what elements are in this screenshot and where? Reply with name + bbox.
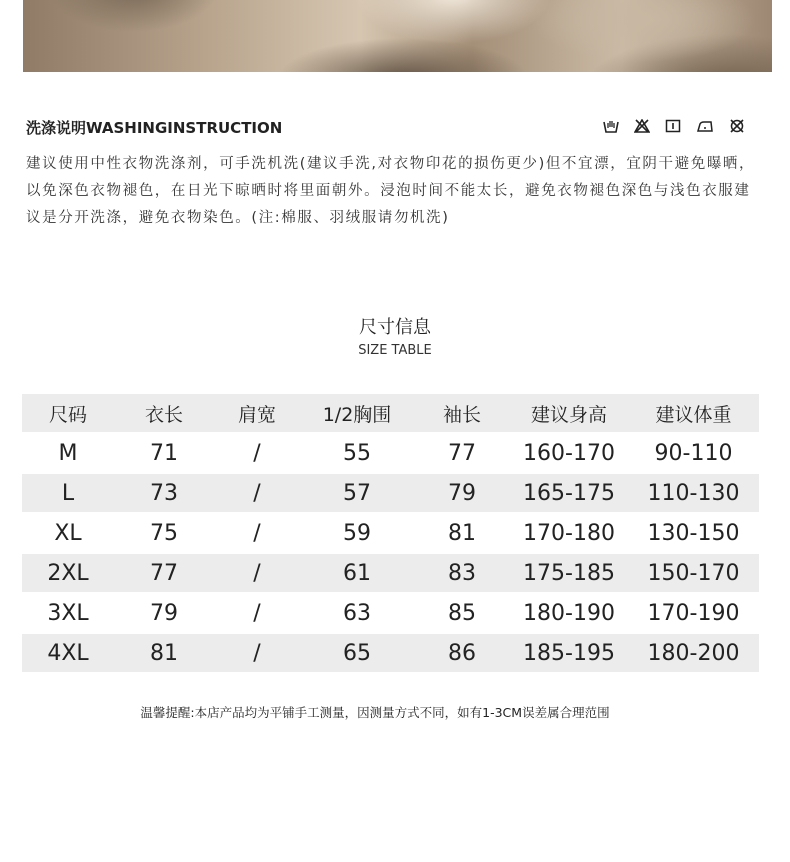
table-cell: / bbox=[253, 480, 261, 506]
washing-title: 洗涤说明WASHINGINSTRUCTION bbox=[26, 119, 283, 137]
no-dry-clean-icon bbox=[729, 119, 745, 133]
table-cell: 85 bbox=[448, 600, 476, 626]
table-row bbox=[22, 594, 759, 632]
table-cell: 4XL bbox=[47, 640, 89, 666]
table-cell: / bbox=[253, 440, 261, 466]
iron-icon bbox=[696, 119, 714, 133]
table-cell: 170-190 bbox=[647, 600, 740, 626]
hand-wash-icon bbox=[603, 119, 619, 133]
measurement-note: 温馨提醒:本店产品均为平铺手工测量，因测量方式不同，如有1-3CM误差属合理范围 bbox=[140, 705, 610, 720]
table-row bbox=[22, 514, 759, 552]
no-bleach-icon bbox=[634, 119, 650, 133]
table-cell: 79 bbox=[448, 480, 476, 506]
table-cell: 55 bbox=[343, 440, 371, 466]
table-cell: 71 bbox=[150, 440, 178, 466]
table-cell: M bbox=[58, 440, 78, 466]
table-cell: 2XL bbox=[47, 560, 89, 586]
table-cell: 79 bbox=[150, 600, 178, 626]
header-cell: 建议身高 bbox=[530, 403, 607, 426]
table-cell: 57 bbox=[343, 480, 371, 506]
table-row bbox=[22, 634, 759, 672]
table-cell: 81 bbox=[448, 520, 476, 546]
table-cell: 180-190 bbox=[523, 600, 615, 626]
table-cell: 83 bbox=[448, 560, 476, 586]
table-cell: XL bbox=[54, 520, 82, 546]
tumble-dry-icon bbox=[665, 119, 681, 133]
fabric-photo bbox=[23, 0, 772, 72]
size-table bbox=[22, 394, 759, 674]
table-cell: 77 bbox=[150, 560, 178, 586]
table-cell: 63 bbox=[343, 600, 371, 626]
table-cell: 180-200 bbox=[647, 640, 740, 666]
care-icons bbox=[603, 119, 760, 133]
table-cell: 86 bbox=[448, 640, 476, 666]
table-cell: 170-180 bbox=[523, 520, 615, 546]
size-title: 尺寸信息 bbox=[359, 317, 431, 338]
table-cell: 77 bbox=[448, 440, 476, 466]
table-cell: 75 bbox=[150, 520, 178, 546]
table-row bbox=[22, 554, 759, 592]
header-cell: 肩宽 bbox=[237, 403, 276, 426]
table-cell: 185-195 bbox=[523, 640, 615, 666]
table-cell: 3XL bbox=[47, 600, 89, 626]
header-cell: 衣长 bbox=[144, 403, 183, 426]
table-cell: 160-170 bbox=[523, 440, 615, 466]
table-cell: 150-170 bbox=[647, 560, 740, 586]
table-cell: 130-150 bbox=[647, 520, 740, 546]
table-cell: / bbox=[253, 520, 261, 546]
table-cell: / bbox=[253, 560, 261, 586]
size-subtitle: SIZE TABLE bbox=[358, 343, 432, 358]
header-cell: 建议体重 bbox=[655, 403, 732, 426]
table-cell: 165-175 bbox=[523, 480, 615, 506]
table-cell: 65 bbox=[343, 640, 371, 666]
table-cell: / bbox=[253, 600, 261, 626]
header-cell: 1/2胸围 bbox=[322, 403, 392, 426]
table-cell: 61 bbox=[343, 560, 371, 586]
table-header-row bbox=[22, 394, 759, 432]
header-cell: 袖长 bbox=[442, 403, 481, 426]
size-heading bbox=[0, 316, 790, 360]
table-cell: 110-130 bbox=[647, 480, 740, 506]
washing-description: 建议使用中性衣物洗涤剂，可手洗机洗(建议手洗,对衣物印花的损伤更少)但不宜漂，宜阴干避免曝晒，以免深色衣物褪色，在日光下晾晒时将里面朝外。浸泡时间不能太长，避免衣物褪色深色与浅色衣服建议是分开洗涤，避免衣物染色。(注:棉服、羽绒服请勿机洗) bbox=[26, 156, 756, 226]
table-cell: 90-110 bbox=[654, 440, 733, 466]
header-cell: 尺码 bbox=[48, 403, 87, 426]
table-cell: / bbox=[253, 640, 261, 666]
table-cell: 59 bbox=[343, 520, 371, 546]
table-row bbox=[22, 474, 759, 512]
table-cell: 175-185 bbox=[523, 560, 615, 586]
table-cell: 81 bbox=[150, 640, 178, 666]
table-cell: 73 bbox=[150, 480, 178, 506]
table-cell: L bbox=[61, 480, 75, 506]
table-row bbox=[22, 434, 759, 472]
